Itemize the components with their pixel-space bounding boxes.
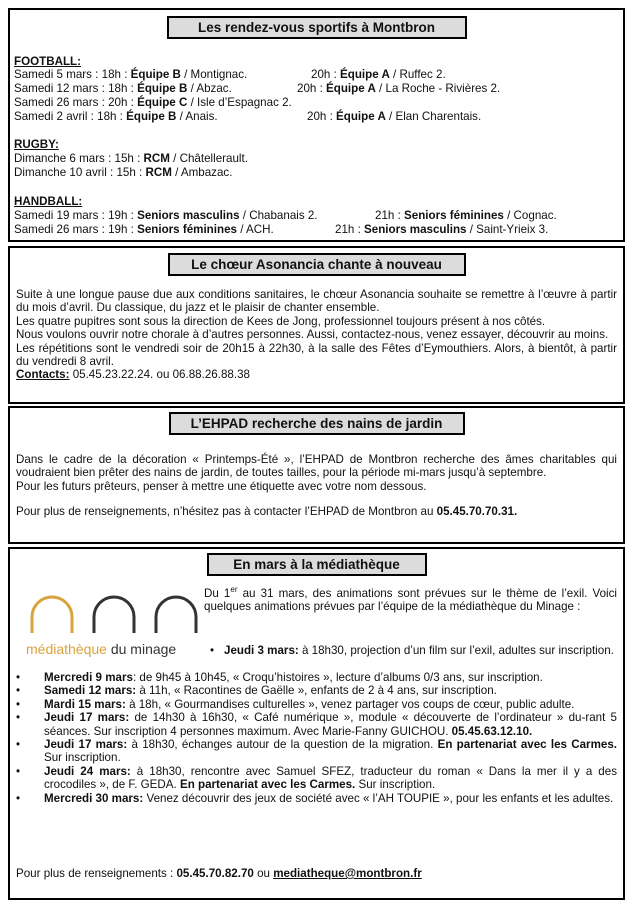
football-line: Samedi 2 avril : 18h : Équipe B / Anais. [14, 110, 218, 123]
media-footer: Pour plus de renseignements : 05.45.70.82.70 ou mediatheque@montbron.fr [16, 867, 422, 880]
handball-line-second-match: 21h : Seniors masculins / Saint-Yrieix 3. [335, 223, 549, 236]
rugby-line: Dimanche 10 avril : 15h : RCM / Ambazac. [14, 166, 233, 179]
media-intro: Du 1er au 31 mars, des animations sont prévues sur le thème de l’exil. Voici quelques animations prévues par l’équipe de la médiathèque du Minage : [204, 585, 617, 614]
contacts-label: Contacts: [16, 368, 70, 382]
ehpad-paragraph [16, 453, 617, 519]
football-line: Samedi 12 mars : 18h : Équipe B / Abzac. [14, 82, 232, 95]
bullet-icon: • [16, 711, 21, 725]
rugby-heading: RUGBY: [14, 138, 59, 151]
media-email-link[interactable]: mediatheque@montbron.fr [273, 867, 422, 880]
media-item: • Samedi 12 mars: à 11h, « Racontines de Gaëlle », enfants de 2 à 4 ans, sur inscription. [16, 684, 497, 698]
handball-line: Samedi 19 mars : 19h : Seniors masculins / Chabanais 2. [14, 209, 318, 222]
bullet-icon: • [16, 791, 21, 805]
choeur-text-3: Nous voulons ouvrir notre chorale à d’autres personnes. Aussi, contactez-nous, venez essayer, découvrir au moins. [16, 328, 609, 342]
ehpad-text-2: Pour les futurs prêteurs, penser à mettre une étiquette avec votre nom dessous. [16, 479, 427, 493]
football-heading: FOOTBALL: [14, 55, 81, 68]
ehpad-title: L’EHPAD recherche des nains de jardin [169, 412, 465, 435]
choeur-section [8, 246, 625, 404]
ehpad-phone: 05.45.70.70.31. [436, 505, 518, 519]
bullet-icon: • [210, 644, 215, 657]
football-line: Samedi 26 mars : 20h : Équipe C / Isle d’Espagnac 2. [14, 96, 292, 109]
contacts-phones: 05.45.23.22.24. ou 06.88.26.88.38 [69, 368, 250, 382]
ehpad-contact-line: Pour plus de renseignements, n’hésitez pas à contacter l’EHPAD de Montbron au 05.45.70.70.31. [16, 505, 518, 519]
handball-line: Samedi 26 mars : 19h : Seniors féminines / ACH. [14, 223, 274, 236]
rugby-line: Dimanche 6 mars : 15h : RCM / Châtellerault. [14, 152, 248, 165]
choeur-contacts [16, 368, 617, 381]
media-item: • Jeudi 24 mars: à 18h30, rencontre avec Samuel SFEZ, traducteur du roman « Dans la mer il y a des crocodiles », de F. GEDA. En partenariat avec les Carmes. Sur inscription. [16, 764, 617, 792]
media-item: • Jeudi 17 mars: de 14h30 à 16h30, « Café numérique », module « découverte de l’ordinateur » du-rant 5 séances. Sur inscription 4 personnes maximum. Avec Marie-Fanny GUICHOU. 05.45.63.12.10. [16, 711, 617, 738]
media-item: • Jeudi 17 mars: à 18h30, échanges autour de la question de la migration. En partenariat avec les Carmes. Sur inscription. [16, 738, 617, 765]
media-item: • Mercredi 30 mars: Venez découvrir des jeux de société avec « l’AH TOUPIE », pour les enfants et les adultes. [16, 791, 614, 805]
choeur-text-1: Suite à une longue pause due aux conditions sanitaires, le chœur Asonancia souhaite se remettre à l’œuvre à partir du mois d’avril. Du classique, du jazz et le plaisir de chanter ensemble. [16, 288, 617, 315]
choeur-text-2: Les quatre pupitres sont sous la direction de Kees de Jong, professionnel toujours présent à nos côtés. [16, 314, 546, 328]
sport-title: Les rendez-vous sportifs à Montbron [167, 16, 467, 39]
bullet-icon: • [16, 738, 21, 752]
handball-heading: HANDBALL: [14, 195, 83, 208]
sport-section [8, 8, 625, 242]
football-line-second-match: 20h : Équipe A / Ruffec 2. [311, 68, 446, 81]
media-section [8, 547, 625, 900]
football-line-second-match: 20h : Équipe A / Elan Charentais. [307, 110, 482, 123]
bullet-icon: • [16, 684, 21, 698]
media-phone: 05.45.70.82.70 [176, 867, 254, 880]
football-line-second-match: 20h : Équipe A / La Roche - Rivières 2. [297, 82, 501, 95]
ehpad-section [8, 406, 625, 544]
media-item: • Mardi 15 mars: à 18h, « Gourmandises culturelles », venez partager vos coups de cœur, public adulte. [16, 697, 575, 711]
choeur-paragraph [16, 288, 617, 382]
logo-text: médiathèque du minage [26, 641, 177, 657]
media-list [16, 671, 617, 805]
bullet-icon: • [16, 764, 21, 778]
football-line: Samedi 5 mars : 18h : Équipe B / Montignac. [14, 68, 248, 81]
bullet-icon: • [16, 671, 21, 684]
media-item: • Mercredi 9 mars: de 9h45 à 10h45, « Croqu’histoires », lecture d’albums 0/3 ans, sur inscription. [16, 671, 543, 684]
media-title: En mars à la médiathèque [207, 553, 427, 576]
choeur-title: Le chœur Asonancia chante à nouveau [168, 253, 466, 276]
ehpad-text-1: Dans le cadre de la décoration « Printemps-Été », l’EHPAD de Montbron recherche des âmes charitables qui voudraient bien prêter des nains de jardin, de toutes tailles, pour la période mi-mars jusqu’à septembre. [16, 453, 617, 480]
bullet-icon: • [16, 697, 21, 711]
media-item: • Jeudi 3 mars: à 18h30, projection d’un film sur l’exil, adultes sur inscription. [210, 644, 614, 657]
mediatheque-logo [26, 595, 202, 661]
handball-line-second-match: 21h : Seniors féminines / Cognac. [375, 209, 557, 222]
choeur-text-4: Les répétitions sont le vendredi soir de 20h15 à 22h30, à la salle des Fêtes d’Eymouthiers. Alors, à bientôt, à partir du vendredi 8 avril. [16, 341, 617, 369]
